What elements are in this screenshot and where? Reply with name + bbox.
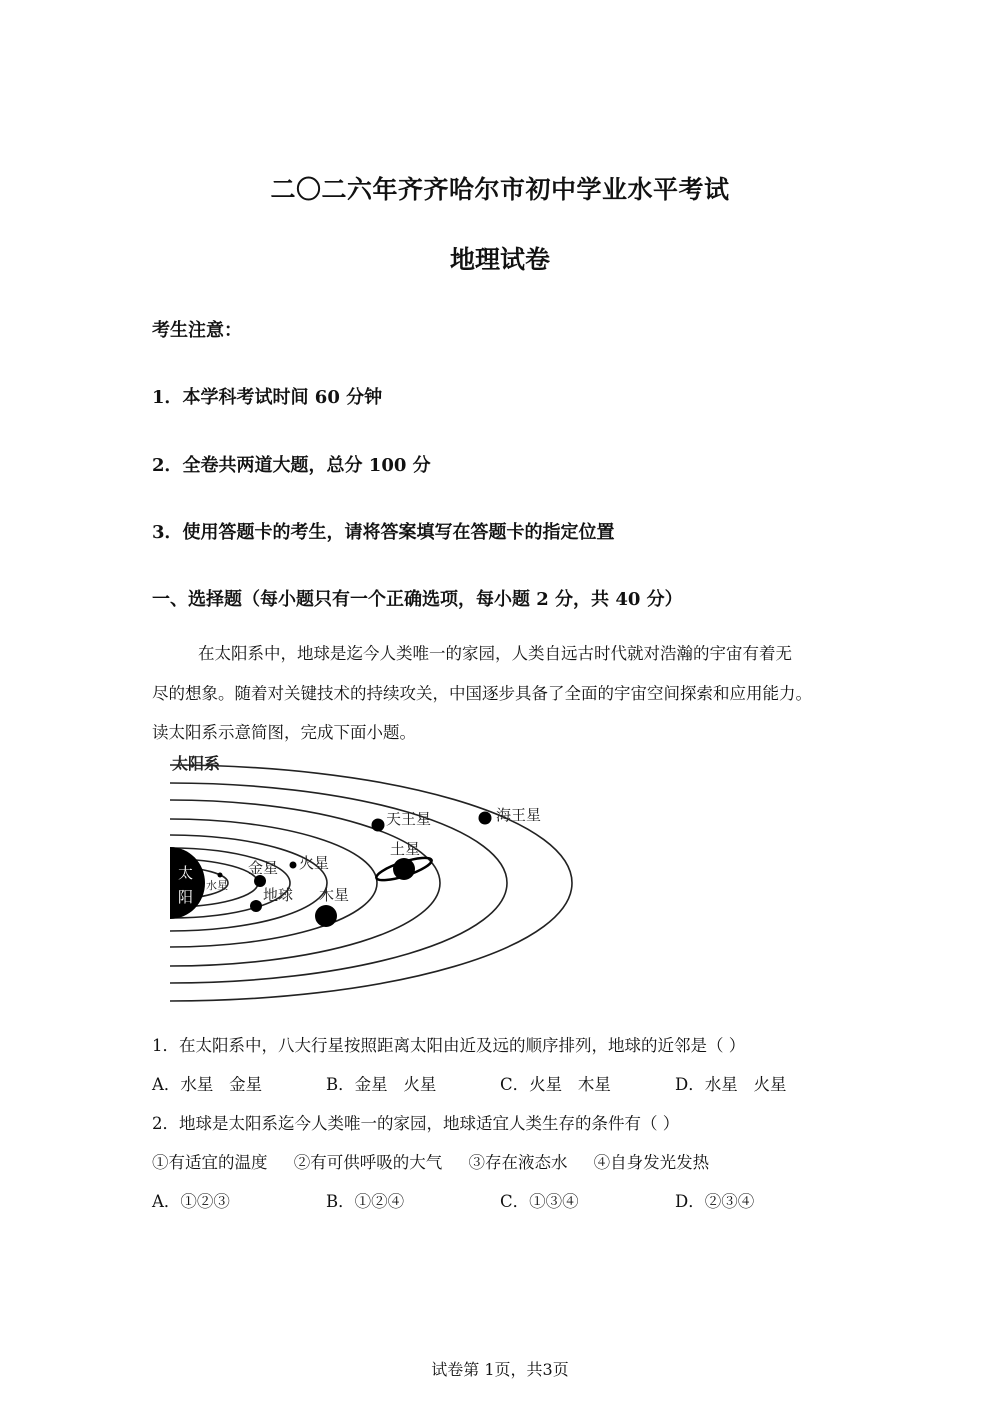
earth-label: 地球 (263, 886, 294, 904)
notice-item-2: 2．全卷共两道大题，总分 100 分 (152, 455, 431, 476)
saturn-label: 土星 (390, 840, 421, 858)
mercury-dot (218, 873, 223, 878)
exam-subtitle: 地理试卷 (449, 245, 550, 274)
question-1-option-d[interactable]: D．水星 火星 (675, 1075, 787, 1094)
question-2-conditions: ①有适宜的温度 ②有可供呼吸的大气 ③存在液态水 ④自身发光发热 (152, 1153, 710, 1172)
question-2-option-a[interactable]: A．①②③ (152, 1192, 230, 1211)
mars-dot (290, 862, 297, 869)
neptune-dot (479, 812, 492, 825)
solar-system-figure (150, 748, 590, 1010)
notice-heading: 考生注意： (152, 320, 242, 341)
exam-title: 二〇二六年齐齐哈尔市初中学业水平考试 (270, 175, 730, 204)
earth-dot (250, 900, 262, 912)
jupiter-dot (315, 905, 337, 927)
mars-label: 火星 (299, 854, 330, 872)
notice-item-1: 1．本学科考试时间 60 分钟 (152, 387, 383, 408)
venus-label: 金星 (248, 859, 279, 877)
page-footer: 试卷第 1页，共3页 (431, 1360, 569, 1379)
question-2-option-d[interactable]: D．②③④ (675, 1192, 755, 1211)
question-2-option-c[interactable]: C．①③④ (500, 1192, 579, 1211)
sun-label-bottom: 阳 (178, 888, 194, 906)
question-1-stem: 1．在太阳系中，八大行星按照距离太阳由近及远的顺序排列，地球的近邻是（ ） (152, 1036, 746, 1055)
question-2-option-b[interactable]: B．①②④ (326, 1192, 405, 1211)
neptune-label: 海王星 (496, 806, 542, 824)
uranus-label: 天王星 (386, 810, 432, 828)
passage-line-2: 尽的想象。随着对关键技术的持续攻关，中国逐步具备了全面的宇宙空间探索和应用能力。 (152, 684, 812, 703)
section-1-heading: 一、选择题（每小题只有一个正确选项，每小题 2 分，共 40 分） (152, 589, 683, 610)
passage-line-3: 读太阳系示意简图，完成下面小题。 (152, 723, 416, 742)
passage-line-1: 在太阳系中，地球是迄今人类唯一的家园，人类自远古时代就对浩瀚的宇宙有着无 (198, 644, 792, 663)
question-1-option-a[interactable]: A．水星 金星 (152, 1075, 263, 1094)
saturn-dot (393, 858, 415, 880)
question-2-stem: 2．地球是太阳系迄今人类唯一的家园，地球适宜人类生存的条件有（ ） (152, 1114, 680, 1133)
sun-label-top: 太 (178, 864, 194, 882)
question-1-option-c[interactable]: C．火星 木星 (500, 1075, 611, 1094)
question-1-option-b[interactable]: B．金星 火星 (326, 1075, 437, 1094)
notice-item-3: 3．使用答题卡的考生，请将答案填写在答题卡的指定位置 (152, 522, 615, 543)
sun (170, 847, 205, 919)
jupiter-label: 木星 (319, 886, 350, 904)
figure-title: 太阳系 (172, 754, 221, 773)
uranus-dot (372, 819, 385, 832)
mercury-label: 水星 (206, 879, 228, 892)
